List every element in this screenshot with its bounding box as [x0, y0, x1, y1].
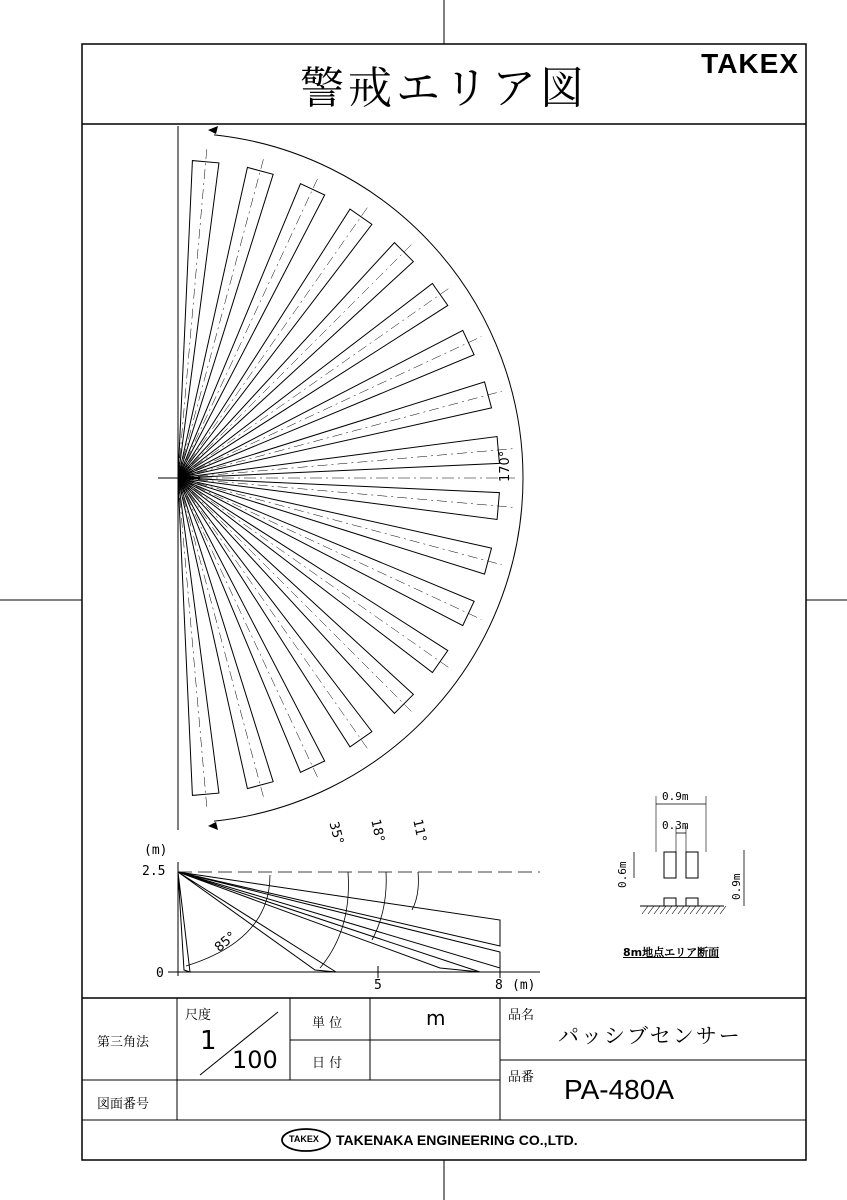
side-y-tick-2-5: 2.5: [142, 864, 166, 879]
side-beam-3: [178, 872, 480, 972]
ground-hatch: [690, 906, 696, 914]
ground-hatch: [648, 906, 654, 914]
zone-centerline-9: [178, 449, 512, 478]
ground-hatch: [696, 906, 702, 914]
zone-centerline-4: [178, 205, 369, 478]
side-view-diagram: [168, 862, 540, 978]
zone-centerline-2: [178, 157, 264, 478]
ground-hatch: [660, 906, 666, 914]
side-beam-5: [178, 872, 190, 972]
zone-centerline-17: [178, 478, 264, 799]
date-label: 日 付: [312, 1056, 343, 1071]
company-name: TAKENAKA ENGINEERING CO.,LTD.: [336, 1132, 578, 1148]
arc-18: [372, 872, 386, 940]
detection-zone-3: [178, 184, 325, 478]
dim-side-label: 0.9m: [730, 873, 743, 900]
scale-numerator: 1: [200, 1026, 217, 1056]
zone-centerline-6: [178, 286, 452, 478]
side-x-unit: (m): [512, 978, 536, 993]
ground-hatch: [684, 906, 690, 914]
angle-35-label: 35°: [325, 820, 346, 847]
scale-label: 尺度: [185, 1008, 212, 1023]
section-floor-left: [664, 898, 676, 906]
detection-zone-12: [178, 478, 474, 626]
detection-zone-18: [178, 478, 219, 795]
angle-18-label: 18°: [367, 818, 387, 844]
zone-centerline-8: [178, 391, 502, 478]
zone-centerline-5: [178, 242, 414, 478]
ground-hatch: [720, 906, 726, 914]
unit-label: 単 位: [312, 1016, 343, 1031]
side-y-unit: (m): [144, 843, 168, 858]
dim-inner-label: 0.3m: [662, 819, 689, 832]
product-name: パッシブセンサー: [558, 1024, 742, 1048]
zone-centerline-11: [178, 478, 502, 565]
ground-hatch: [666, 906, 672, 914]
part-number-label: 品番: [508, 1070, 535, 1085]
part-number: PA-480A: [564, 1074, 674, 1105]
cross-section-caption: 8m地点エリア断面: [623, 946, 720, 959]
angle-85-label: 85°: [212, 929, 240, 956]
arrow-head-top: [208, 126, 218, 134]
top-view-angle-label: 170°: [498, 450, 513, 482]
product-name-label: 品名: [508, 1008, 535, 1023]
detection-zone-9: [178, 437, 499, 478]
projection-label: 第三角法: [97, 1035, 150, 1050]
zone-centerline-10: [178, 478, 512, 507]
ground-hatch: [672, 906, 678, 914]
arc-11: [412, 872, 418, 910]
ground-hatch: [678, 906, 684, 914]
side-beam-4: [178, 872, 336, 972]
detection-zone-1: [178, 161, 219, 478]
page-title: 警戒エリア図: [300, 63, 588, 114]
zone-centerline-13: [178, 478, 452, 670]
ground-hatch: [642, 906, 648, 914]
zone-centerline-15: [178, 478, 369, 751]
brand-logo: TAKEX: [701, 48, 799, 79]
side-x-tick-5: 5: [374, 978, 382, 993]
detection-zone-16: [178, 478, 325, 772]
section-floor-right: [686, 898, 698, 906]
arrow-head-bottom: [208, 822, 218, 830]
angle-11-label: 11°: [409, 818, 429, 844]
company-logo: TAKEX: [289, 1134, 319, 1144]
ground-hatch: [702, 906, 708, 914]
detection-zone-10: [178, 478, 499, 519]
ground-hatch: [654, 906, 660, 914]
dim-height-label: 0.6m: [616, 861, 629, 888]
scale-denominator: 100: [232, 1046, 278, 1074]
drawing-number-label: 図面番号: [97, 1097, 150, 1112]
side-x-tick-8: 8: [495, 978, 503, 993]
zone-centerline-1: [178, 148, 207, 478]
cross-section-diagram: [634, 796, 744, 914]
side-beam-2: [178, 872, 500, 968]
unit-value: m: [426, 1006, 446, 1030]
zone-centerline-18: [178, 478, 207, 808]
section-zone-left: [664, 852, 676, 878]
side-y-tick-0: 0: [156, 966, 164, 981]
zone-centerline-14: [178, 478, 414, 714]
ground-hatch: [714, 906, 720, 914]
ground-hatch: [708, 906, 714, 914]
section-zone-right: [686, 852, 698, 878]
detection-zone-7: [178, 330, 474, 478]
top-view-diagram: [158, 126, 523, 830]
dim-outer-label: 0.9m: [662, 790, 689, 803]
